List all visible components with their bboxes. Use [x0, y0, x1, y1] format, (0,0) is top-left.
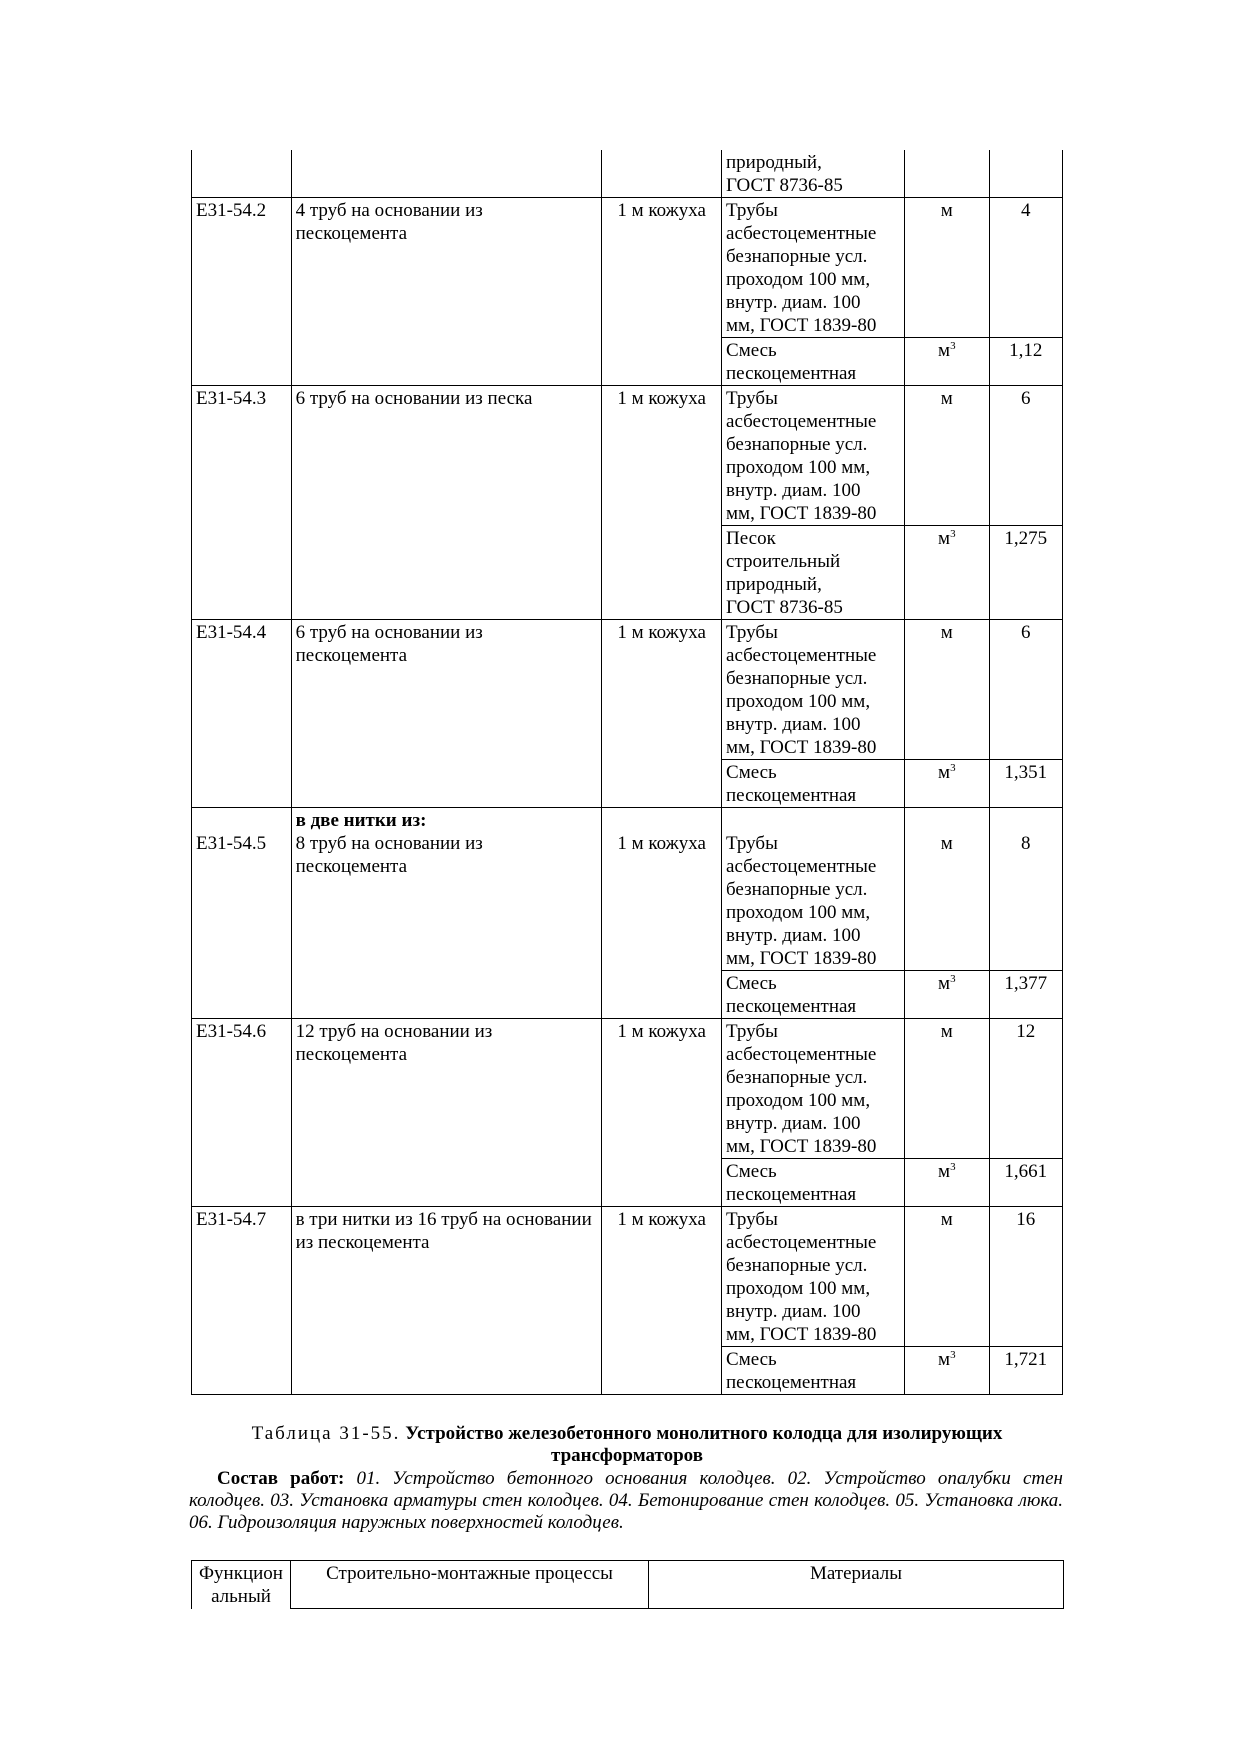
row-description: 12 труб на основании из пескоцемента [295, 1021, 493, 1065]
resource-unit-power: 3 [950, 973, 956, 985]
work-composition [189, 1468, 1063, 1534]
table-row [192, 808, 1063, 971]
resource-qty-cell [989, 198, 1062, 338]
resource-unit: м [940, 622, 953, 643]
resource-cell [722, 1207, 905, 1347]
resource-unit-power: 3 [950, 528, 956, 540]
resource-line: безнапорные усл. [726, 1255, 868, 1276]
resource-qty: 4 [1021, 200, 1031, 221]
unit-cell [602, 808, 722, 1019]
resource-line: строительный [726, 551, 841, 572]
resource-line: проходом 100 мм, [726, 902, 871, 923]
resource-line: внутр. диам. 100 [726, 925, 861, 946]
table-caption [191, 1423, 1063, 1467]
resource-line: мм, ГОСТ 1839-80 [726, 1136, 877, 1157]
composition-text: 01. Устройство бетонного основания колодцев. 02. Устройство опалубки стен колодцев. 03. Установка арматуры стен колодцев. 04. Бетонирование стен колодцев. 05. Установка люка. 06. Гидроизоляция наружных поверхностей колодцев. [189, 1468, 1063, 1533]
resource-line: пескоцементная [726, 1372, 857, 1393]
resource-cell [722, 1347, 905, 1395]
resource-cell [722, 150, 905, 198]
row-unit: 1 м кожуха [617, 1209, 706, 1230]
resource-line: безнапорные усл. [726, 879, 868, 900]
resource-qty: 16 [1016, 1209, 1036, 1230]
row-description: 6 труб на основании из пескоцемента [295, 622, 483, 666]
resource-qty: 1,377 [1004, 973, 1048, 994]
resource-line: внутр. диам. 100 [726, 714, 861, 735]
resource-spacer [726, 809, 900, 832]
resource-unit-cell [905, 150, 989, 198]
resource-line: проходом 100 мм, [726, 1278, 871, 1299]
unit-cell [602, 620, 722, 808]
resource-line: природный, [726, 152, 822, 173]
resource-line: Трубы [726, 1209, 778, 1230]
resource-qty-cell [989, 150, 1062, 198]
resource-unit-power: 3 [950, 1161, 956, 1173]
resource-line: проходом 100 мм, [726, 1090, 871, 1111]
resource-unit-cell [905, 760, 989, 808]
row-unit: 1 м кожуха [617, 833, 706, 854]
table-row [192, 386, 1063, 526]
table-row [192, 1207, 1063, 1347]
unit-cell [602, 150, 722, 198]
resource-line: мм, ГОСТ 1839-80 [726, 948, 877, 969]
resource-line: асбестоцементные [726, 1232, 877, 1253]
resource-qty-spacer [994, 809, 1058, 832]
resource-unit-cell [905, 386, 989, 526]
row-code: Е31-54.3 [196, 388, 267, 409]
header-functional: Функцион альный [192, 1561, 291, 1609]
header-row [192, 1561, 1064, 1609]
resource-unit-cell [905, 1159, 989, 1207]
continuation-row [192, 150, 1063, 198]
resource-unit: м [938, 528, 951, 549]
resource-unit-cell [905, 808, 989, 971]
code-cell [192, 620, 292, 808]
resource-line: Трубы [726, 388, 778, 409]
table-row [192, 620, 1063, 760]
code-spacer [196, 809, 287, 832]
description-cell [291, 150, 602, 198]
resource-line: Трубы [726, 833, 778, 854]
resource-unit: м [938, 340, 951, 361]
row-code: Е31-54.7 [196, 1209, 267, 1230]
unit-cell [602, 1019, 722, 1207]
code-cell [192, 1207, 292, 1395]
resource-unit-power: 3 [950, 1349, 956, 1361]
code-cell [192, 1019, 292, 1207]
resource-line: внутр. диам. 100 [726, 1113, 861, 1134]
resource-unit-power: 3 [950, 762, 956, 774]
resource-qty-cell [989, 808, 1062, 971]
resource-qty: 1,12 [1009, 340, 1043, 361]
resource-line: асбестоцементные [726, 645, 877, 666]
resource-line: асбестоцементные [726, 411, 877, 432]
resource-unit: м [938, 762, 951, 783]
resource-table [191, 150, 1063, 1395]
unit-cell [602, 1207, 722, 1395]
resource-line: асбестоцементные [726, 223, 877, 244]
resource-qty: 6 [1021, 622, 1031, 643]
resource-qty-cell [989, 760, 1062, 808]
resource-line: ГОСТ 8736-85 [726, 597, 843, 618]
table-title: Устройство железобетонного монолитного колодца для изолирующих трансформаторов [405, 1423, 1003, 1466]
resource-line: Смесь [726, 973, 777, 994]
resource-line: проходом 100 мм, [726, 269, 871, 290]
unit-cell [602, 386, 722, 620]
resource-qty-cell [989, 1347, 1062, 1395]
row-code: Е31-54.5 [196, 833, 267, 854]
resource-line: пескоцементная [726, 785, 857, 806]
resource-unit: м [938, 1349, 951, 1370]
resource-line: безнапорные усл. [726, 434, 868, 455]
resource-line: Смесь [726, 340, 777, 361]
row-code: Е31-54.2 [196, 200, 267, 221]
resource-line: безнапорные усл. [726, 246, 868, 267]
resource-cell [722, 1159, 905, 1207]
table-number: Таблица 31-55. [251, 1423, 401, 1444]
resource-unit-cell [905, 526, 989, 620]
composition-label: Состав работ: [217, 1468, 345, 1489]
resource-qty-cell [989, 1159, 1062, 1207]
resource-unit: м [940, 200, 953, 221]
resource-unit: м [938, 973, 951, 994]
resource-unit-cell [905, 338, 989, 386]
resource-line: безнапорные усл. [726, 668, 868, 689]
resource-cell [722, 971, 905, 1019]
resource-line: Трубы [726, 200, 778, 221]
header-materials: Материалы [649, 1561, 1064, 1609]
resource-line: мм, ГОСТ 1839-80 [726, 737, 877, 758]
resource-qty-cell [989, 386, 1062, 526]
resource-qty: 1,661 [1004, 1161, 1048, 1182]
resource-qty: 1,275 [1004, 528, 1048, 549]
resource-cell [722, 760, 905, 808]
row-description: в три нитки из 16 труб на основании из пескоцемента [295, 1209, 592, 1253]
row-unit: 1 м кожуха [617, 1021, 706, 1042]
header-processes: Строительно-монтажные процессы [291, 1561, 649, 1609]
resource-qty: 1,721 [1004, 1349, 1048, 1370]
resource-qty-cell [989, 1207, 1062, 1347]
resource-line: мм, ГОСТ 1839-80 [726, 1324, 877, 1345]
row-description: 6 труб на основании из песка [295, 388, 533, 409]
table-row [192, 1019, 1063, 1159]
resource-unit: м [940, 1209, 953, 1230]
code-cell [192, 808, 292, 1019]
resource-qty: 12 [1016, 1021, 1036, 1042]
resource-unit-cell [905, 198, 989, 338]
resource-line: природный, [726, 574, 822, 595]
resource-cell [722, 198, 905, 338]
resource-qty-cell [989, 526, 1062, 620]
resource-line: Смесь [726, 1161, 777, 1182]
resource-table-body [192, 150, 1063, 1395]
resource-unit: м [940, 1021, 953, 1042]
resource-unit-cell [905, 1207, 989, 1347]
resource-line: ГОСТ 8736-85 [726, 175, 843, 196]
resource-unit-cell [905, 1347, 989, 1395]
resource-line: пескоцементная [726, 1184, 857, 1205]
table-row [192, 198, 1063, 338]
resource-line: Трубы [726, 1021, 778, 1042]
description-cell [291, 386, 602, 620]
resource-unit: м [938, 1161, 951, 1182]
row-code: Е31-54.4 [196, 622, 267, 643]
resource-line: пескоцементная [726, 996, 857, 1017]
resource-unit-cell [905, 620, 989, 760]
resource-cell [722, 620, 905, 760]
resource-unit: м [940, 388, 953, 409]
resource-line: внутр. диам. 100 [726, 480, 861, 501]
resource-line: проходом 100 мм, [726, 691, 871, 712]
group-heading: в две нитки из: [295, 810, 427, 831]
row-unit: 1 м кожуха [617, 622, 706, 643]
resource-line: Трубы [726, 622, 778, 643]
description-cell [291, 198, 602, 386]
resource-cell [722, 1019, 905, 1159]
resource-line: проходом 100 мм, [726, 457, 871, 478]
resource-line: внутр. диам. 100 [726, 292, 861, 313]
resource-line: пескоцементная [726, 363, 857, 384]
row-unit: 1 м кожуха [617, 200, 706, 221]
description-cell [291, 1019, 602, 1207]
row-description: 4 труб на основании из пескоцемента [295, 200, 483, 244]
resource-unit-cell [905, 971, 989, 1019]
resource-line: мм, ГОСТ 1839-80 [726, 503, 877, 524]
resource-line: мм, ГОСТ 1839-80 [726, 315, 877, 336]
resource-qty: 6 [1021, 388, 1031, 409]
row-unit: 1 м кожуха [617, 388, 706, 409]
resource-cell [722, 338, 905, 386]
unit-cell [602, 198, 722, 386]
resource-line: Смесь [726, 1349, 777, 1370]
code-cell [192, 198, 292, 386]
resource-qty-cell [989, 620, 1062, 760]
description-cell [291, 620, 602, 808]
resource-qty-cell [989, 338, 1062, 386]
row-description: 8 труб на основании из пескоцемента [295, 833, 483, 877]
description-cell [291, 808, 602, 1019]
resource-line: асбестоцементные [726, 1044, 877, 1065]
code-cell [192, 386, 292, 620]
resource-line: безнапорные усл. [726, 1067, 868, 1088]
next-table-header [191, 1560, 1064, 1609]
resource-unit-cell [905, 1019, 989, 1159]
resource-line: Смесь [726, 762, 777, 783]
row-code: Е31-54.6 [196, 1021, 267, 1042]
code-cell [192, 150, 292, 198]
resource-qty-cell [989, 1019, 1062, 1159]
resource-unit: м [940, 833, 953, 854]
resource-cell [722, 808, 905, 971]
resource-qty: 1,351 [1004, 762, 1048, 783]
resource-unit-power: 3 [950, 340, 956, 352]
unit-spacer [606, 809, 717, 832]
resource-cell [722, 526, 905, 620]
resource-line: внутр. диам. 100 [726, 1301, 861, 1322]
resource-unit-spacer [909, 809, 984, 832]
resource-qty-cell [989, 971, 1062, 1019]
resource-cell [722, 386, 905, 526]
resource-line: асбестоцементные [726, 856, 877, 877]
resource-line: Песок [726, 528, 776, 549]
resource-qty: 8 [1021, 833, 1031, 854]
description-cell [291, 1207, 602, 1395]
